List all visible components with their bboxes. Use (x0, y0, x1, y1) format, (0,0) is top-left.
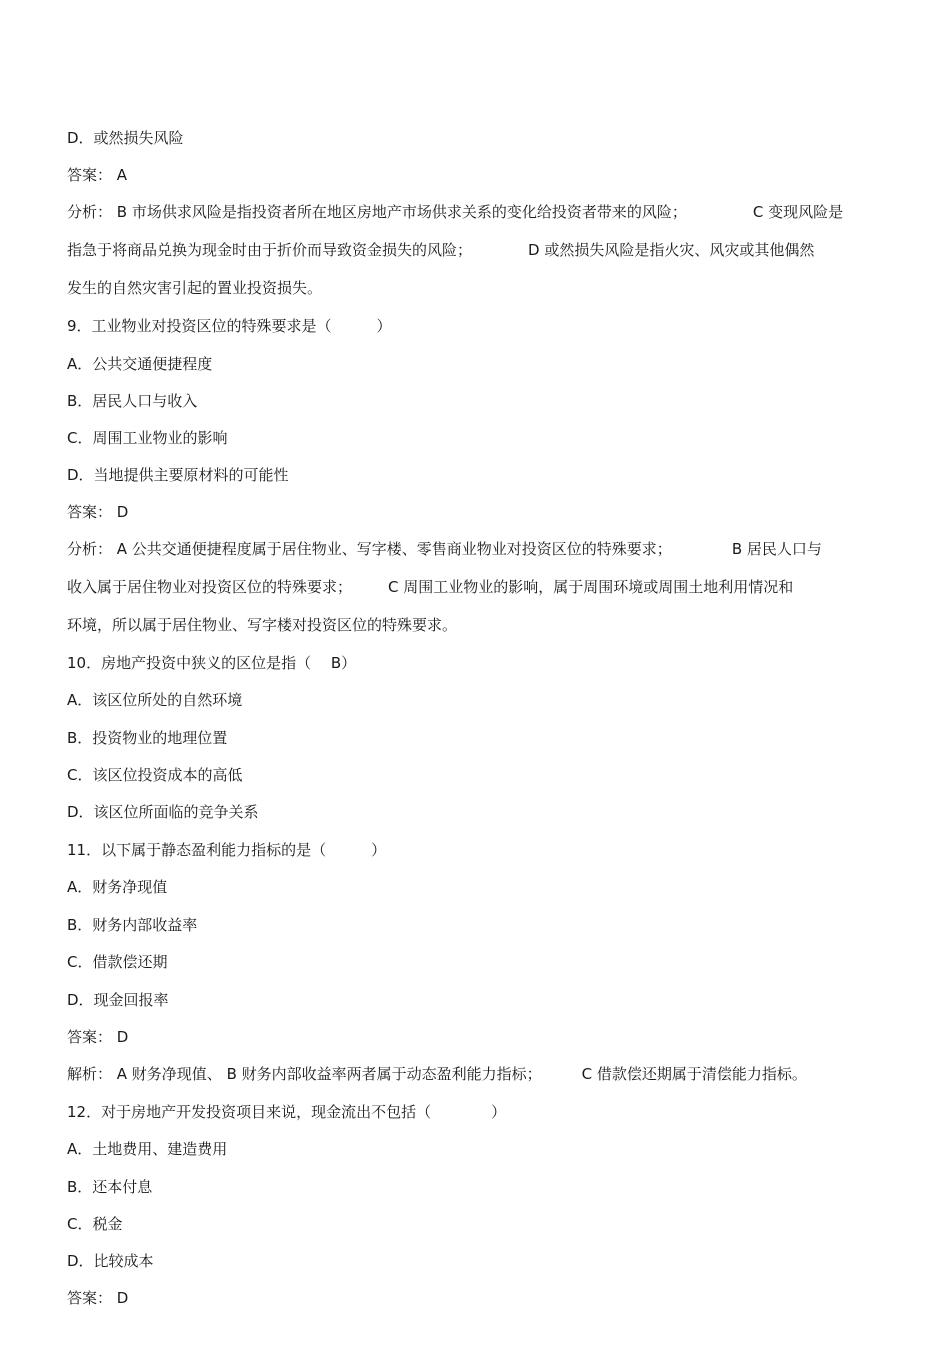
q10-option-d: D．该区位所面临的竞争关系 (67, 803, 259, 821)
q11-analysis-a: 解析： A 财务净现值、 B 财务内部收益率两者属于动态盈利能力指标； (67, 1065, 542, 1083)
q9-option-d: D．当地提供主要原材料的可能性 (67, 466, 289, 484)
q12-option-c: C．税金 (67, 1215, 123, 1233)
q12-answer: 答案： D (67, 1289, 129, 1307)
q8-analysis-2a: 指急于将商品兑换为现金时由于折价而导致资金损失的风险； (67, 241, 473, 259)
q9-analysis-1b: B 居民人口与 (731, 540, 822, 558)
q8-analysis-line-1 (67, 202, 843, 222)
q9-option-c: C．周围工业物业的影响 (67, 429, 228, 447)
q9-option-b: B．居民人口与收入 (67, 392, 198, 410)
q11-option-c: C．借款偿还期 (67, 953, 168, 971)
q12-option-d: D．比较成本 (67, 1252, 154, 1270)
q11-option-a: A．财务净现值 (67, 878, 168, 896)
q8-option-d: D．或然损失风险 (67, 129, 184, 147)
q9-analysis-line-3: 环境，所以属于居住物业、写字楼对投资区位的特殊要求。 (67, 616, 458, 634)
q9-answer: 答案： D (67, 503, 129, 521)
q10-option-b: B．投资物业的地理位置 (67, 729, 228, 747)
q8-analysis-1b: C 变现风险是 (752, 203, 844, 221)
q11-analysis-b: C 借款偿还期属于清偿能力指标。 (581, 1065, 807, 1083)
q11-option-d: D．现金回报率 (67, 991, 169, 1009)
q10-title: 10．房地产投资中狭义的区位是指（ B） (67, 654, 357, 672)
q11-option-b: B．财务内部收益率 (67, 916, 198, 934)
q9-analysis-line-2 (67, 577, 793, 597)
q12-option-b: B．还本付息 (67, 1178, 153, 1196)
q9-analysis-2b: C 周围工业物业的影响，属于周围环境或周围土地利用情况和 (388, 578, 794, 596)
q12-title: 12．对于房地产开发投资项目来说，现金流出不包括（ ） (67, 1103, 507, 1121)
q9-analysis-2a: 收入属于居住物业对投资区位的特殊要求； (67, 578, 353, 596)
q10-option-a: A．该区位所处的自然环境 (67, 691, 243, 709)
q11-answer: 答案： D (67, 1028, 129, 1046)
q9-title: 9．工业物业对投资区位的特殊要求是（ ） (67, 317, 392, 335)
q8-analysis-1a: 分析： B 市场供求风险是指投资者所在地区房地产市场供求关系的变化给投资者带来的风险； (67, 203, 687, 221)
q9-analysis-1a: 分析： A 公共交通便捷程度属于居住物业、写字楼、零售商业物业对投资区位的特殊要求； (67, 540, 672, 558)
q8-analysis-line-3: 发生的自然灾害引起的置业投资损失。 (67, 279, 323, 297)
q11-analysis-line (67, 1064, 807, 1084)
q9-option-a: A．公共交通便捷程度 (67, 355, 213, 373)
q8-answer: 答案： A (67, 166, 128, 184)
q12-option-a: A．土地费用、建造费用 (67, 1140, 228, 1158)
q11-title: 11．以下属于静态盈利能力指标的是（ ） (67, 841, 387, 859)
q8-analysis-2b: D 或然损失风险是指火灾、风灾或其他偶然 (528, 241, 815, 259)
q8-analysis-line-2 (67, 240, 814, 260)
q10-option-c: C．该区位投资成本的高低 (67, 766, 243, 784)
q9-analysis-line-1 (67, 539, 822, 559)
